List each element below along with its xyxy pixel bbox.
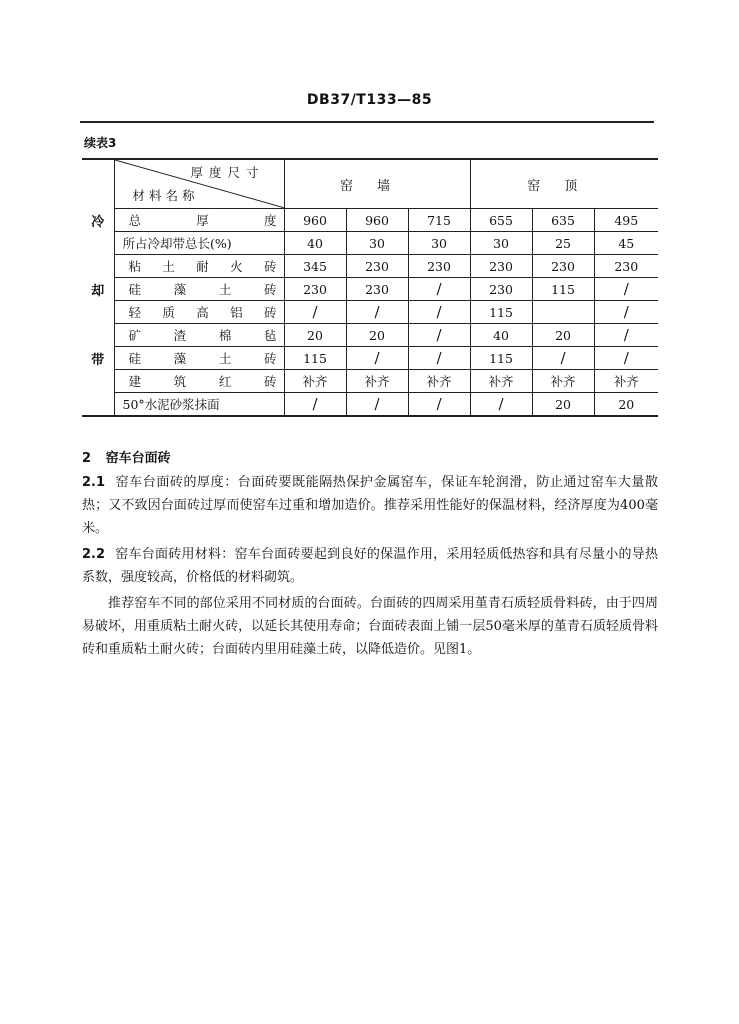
table-row <box>82 393 658 417</box>
paragraph-2-2 <box>82 543 658 589</box>
diagonal-header-cell <box>114 159 284 209</box>
paragraph-number: 2.1 <box>82 475 106 490</box>
value-cell: / <box>284 393 346 417</box>
paragraph-text: 窑车台面砖用材料：窑车台面砖要起到良好的保温作用，采用轻质低热容和具有尽量小的导热系数，强度较高，价格低的材料砌筑。 <box>82 547 658 585</box>
value-cell: 960 <box>284 209 346 232</box>
value-cell: / <box>346 301 408 324</box>
table-row <box>82 370 658 393</box>
material-name: 硅藻土砖 <box>114 347 284 370</box>
value-cell <box>532 301 594 324</box>
header-rule <box>80 121 654 123</box>
value-cell: 20 <box>284 324 346 347</box>
value-cell: 230 <box>532 255 594 278</box>
value-cell: / <box>408 301 470 324</box>
document-code: DB37/T133—85 <box>306 92 433 108</box>
material-name: 轻质高铝砖 <box>114 301 284 324</box>
value-cell: / <box>284 301 346 324</box>
value-cell: 30 <box>346 232 408 255</box>
group-top: 窑顶 <box>470 159 658 209</box>
value-cell: 230 <box>408 255 470 278</box>
table-row <box>82 209 658 232</box>
value-cell: 45 <box>594 232 658 255</box>
value-cell: 230 <box>346 255 408 278</box>
value-cell: 40 <box>470 324 532 347</box>
zone-label-cell: 冷 <box>82 209 114 232</box>
material-name: 建筑红砖 <box>114 370 284 393</box>
section-number: 2 <box>82 451 92 466</box>
zone-label-cell <box>82 324 114 347</box>
value-cell: 补齐 <box>470 370 532 393</box>
material-name: 所占冷却带总长(%) <box>114 232 284 255</box>
value-cell: / <box>532 347 594 370</box>
material-name: 硅藻土砖 <box>114 278 284 301</box>
zone-spacer <box>82 159 114 209</box>
value-cell: 20 <box>594 393 658 417</box>
value-cell: / <box>594 324 658 347</box>
paragraph-recommendation: 推荐窑车不同的部位采用不同材质的台面砖。台面砖的四周采用堇青石质轻质骨料砖，由于四周易破坏，用重质粘土耐火砖，以延长其使用寿命；台面砖表面上铺一层50毫米厚的堇青石质轻质骨料砖和重质粘土耐火砖；台面砖内里用硅藻土砖，以降低造价。见图1。 <box>82 596 658 657</box>
section-heading <box>82 447 658 470</box>
value-cell: 230 <box>346 278 408 301</box>
zone-label-cell: 却 <box>82 278 114 301</box>
value-cell: / <box>408 393 470 417</box>
value-cell: 635 <box>532 209 594 232</box>
zone-label-cell <box>82 255 114 278</box>
value-cell: / <box>346 347 408 370</box>
table-continued-label: 续表3 <box>84 136 117 150</box>
value-cell: / <box>594 301 658 324</box>
value-cell: 补齐 <box>408 370 470 393</box>
value-cell: 230 <box>470 278 532 301</box>
value-cell: / <box>408 347 470 370</box>
table-row <box>82 324 658 347</box>
value-cell: 230 <box>470 255 532 278</box>
value-cell: / <box>408 278 470 301</box>
material-name: 粘土耐火砖 <box>114 255 284 278</box>
table-header-row <box>82 159 658 209</box>
value-cell: / <box>470 393 532 417</box>
value-cell: 115 <box>470 301 532 324</box>
zone-label-cell <box>82 393 114 417</box>
value-cell: 40 <box>284 232 346 255</box>
table-row <box>82 347 658 370</box>
value-cell: 495 <box>594 209 658 232</box>
value-cell: 补齐 <box>346 370 408 393</box>
paragraph-number: 2.2 <box>82 547 106 562</box>
value-cell: 230 <box>284 278 346 301</box>
zone-label-cell <box>82 232 114 255</box>
value-cell: 715 <box>408 209 470 232</box>
paragraph-text: 窑车台面砖的厚度：台面砖要既能隔热保护金属窑车，保证车轮润滑，防止通过窑车大量散热；又不致因台面砖过厚而使窑车过重和增加造价。推荐采用性能好的保温材料，经济厚度为400毫米。 <box>82 475 658 536</box>
value-cell: / <box>594 278 658 301</box>
section-title: 窑车台面砖 <box>105 451 171 466</box>
header-thickness: 厚度尺寸 <box>190 165 265 180</box>
value-cell: 补齐 <box>594 370 658 393</box>
value-cell: 补齐 <box>532 370 594 393</box>
material-name: 矿渣棉毡 <box>114 324 284 347</box>
value-cell: 960 <box>346 209 408 232</box>
value-cell: / <box>594 347 658 370</box>
group-wall: 窑墙 <box>284 159 470 209</box>
lining-table <box>82 158 658 417</box>
value-cell: 20 <box>532 393 594 417</box>
table-row <box>82 278 658 301</box>
value-cell: 115 <box>284 347 346 370</box>
material-name: 总厚度 <box>114 209 284 232</box>
value-cell: 20 <box>532 324 594 347</box>
table-row <box>82 255 658 278</box>
value-cell: 20 <box>346 324 408 347</box>
value-cell: / <box>408 324 470 347</box>
value-cell: 30 <box>470 232 532 255</box>
value-cell: 补齐 <box>284 370 346 393</box>
value-cell: 230 <box>594 255 658 278</box>
value-cell: 115 <box>470 347 532 370</box>
paragraph-2-1 <box>82 471 658 540</box>
value-cell: 115 <box>532 278 594 301</box>
value-cell: 25 <box>532 232 594 255</box>
value-cell: 345 <box>284 255 346 278</box>
value-cell: 30 <box>408 232 470 255</box>
zone-label-cell <box>82 301 114 324</box>
zone-label-cell <box>82 370 114 393</box>
value-cell: / <box>346 393 408 417</box>
value-cell: 655 <box>470 209 532 232</box>
material-name: 50°水泥砂浆抹面 <box>114 393 284 417</box>
table-row <box>82 232 658 255</box>
zone-label-cell: 带 <box>82 347 114 370</box>
header-material-name: 材料名称 <box>132 188 199 203</box>
table-row <box>82 301 658 324</box>
